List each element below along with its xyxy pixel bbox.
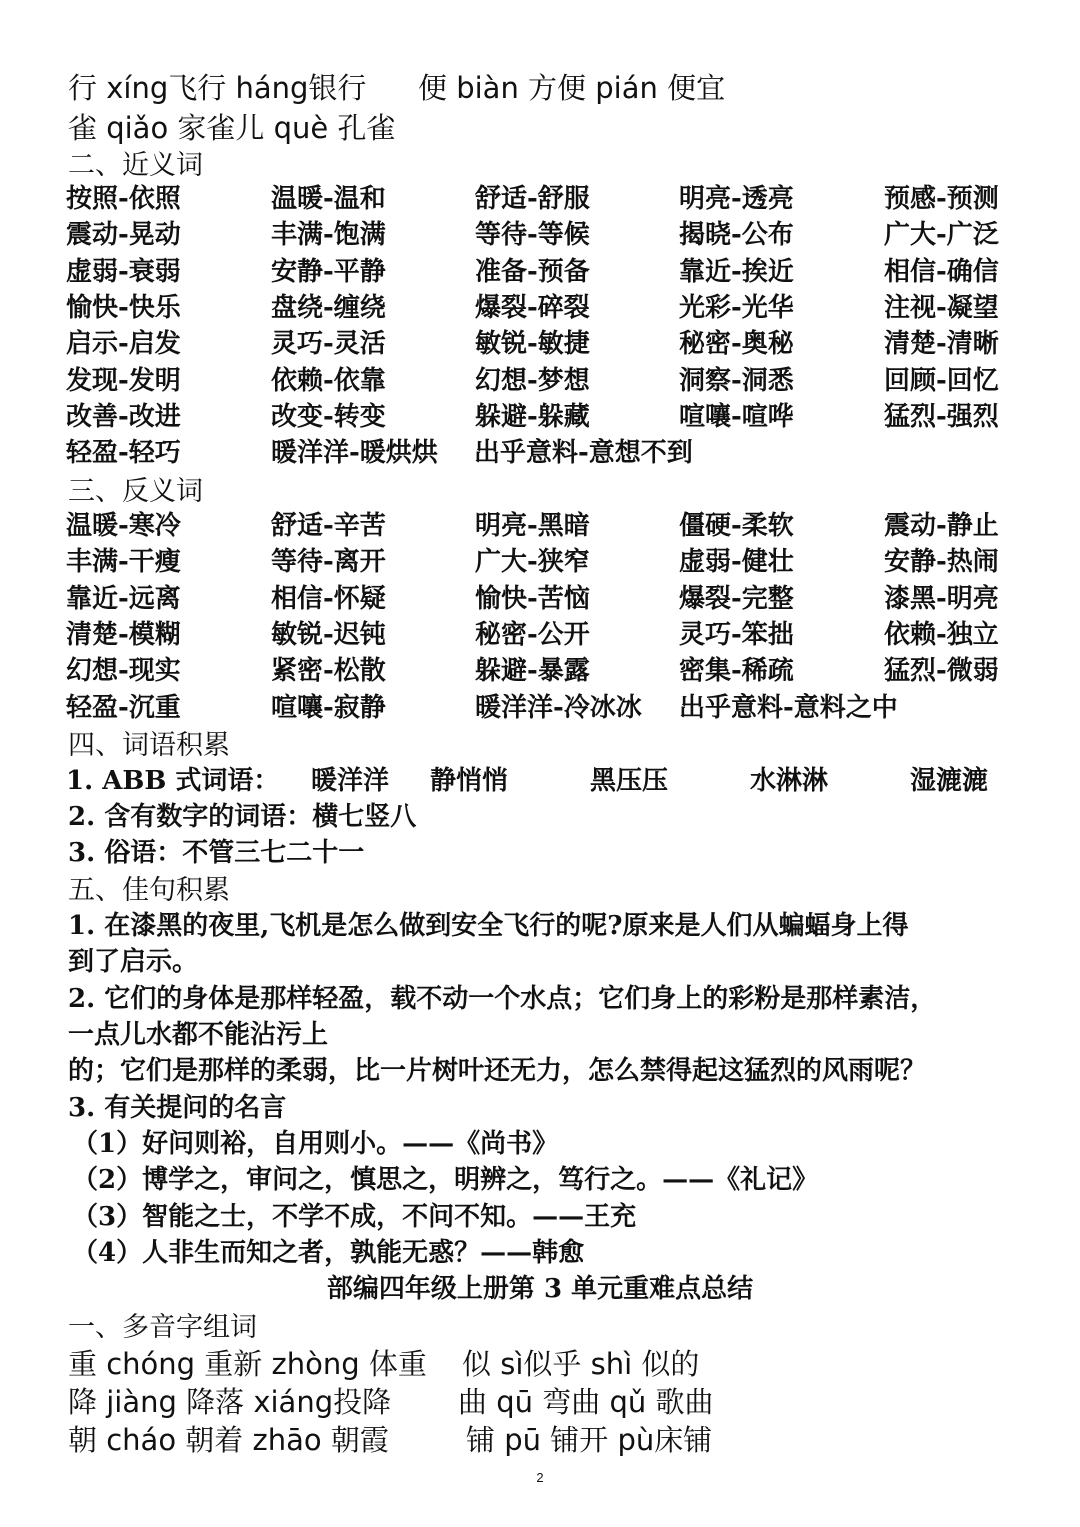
polyphone-row-2: 雀 qiǎo 家雀儿 què 孔雀 [68, 111, 396, 145]
synonym-pair: 依赖-依靠 [271, 365, 386, 396]
antonym-pair: 清楚-模糊 [66, 619, 181, 650]
antonym-pair: 暖洋洋-冷冰冰 [475, 692, 642, 723]
antonym-row [66, 687, 1026, 721]
antonym-pair: 僵硬-柔软 [679, 511, 794, 541]
synonym-pair: 丰满-饱满 [271, 220, 386, 251]
synonym-pair: 舒适-舒服 [475, 184, 590, 214]
unit3-row-right: 铺 pū 铺开 pù床铺 [466, 1423, 713, 1457]
quote-line: （3）智能之士，不学不成，不问不知。——王充 [72, 1202, 637, 1232]
antonym-pair: 轻盈-沉重 [66, 692, 181, 723]
antonym-row [66, 650, 1026, 687]
synonym-pair: 躲避-躲藏 [475, 401, 590, 432]
antonym-pair: 密集-稀疏 [679, 656, 794, 687]
antonym-pair: 猛烈-微弱 [884, 656, 999, 687]
sentence-line: 1. 在漆黑的夜里,飞机是怎么做到安全飞行的呢?原来是人们从蝙蝠身上得 [68, 911, 909, 941]
antonym-pair: 虚弱-健壮 [679, 547, 794, 578]
synonym-pair: 幻想-梦想 [475, 365, 590, 396]
polyphone-row-1-right: 便 biàn 方便 pián 便宜 [418, 71, 726, 105]
antonym-pair: 喧嚷-寂静 [271, 692, 386, 723]
synonym-row [66, 178, 1026, 212]
synonym-pair: 启示-启发 [66, 329, 181, 360]
abb-word: 静悄悄 [430, 766, 509, 796]
synonym-pair: 发现-发明 [66, 365, 181, 396]
synonym-pair: 揭晓-公布 [679, 220, 794, 251]
antonym-pair: 等待-离开 [271, 547, 386, 578]
antonym-pair: 敏锐-迟钝 [271, 619, 386, 650]
polyphone-row-1-left: 行 xíng飞行 háng银行 [68, 71, 367, 105]
synonym-row [66, 214, 1026, 251]
abb-label: 1. ABB 式词语： [66, 766, 280, 796]
antonym-pair: 爆裂-完整 [679, 583, 794, 614]
antonym-pair: 舒适-辛苦 [271, 511, 386, 541]
unit-title: 部编四年级上册第 3 单元重难点总结 [326, 1274, 754, 1304]
synonym-pair: 安静-平静 [271, 256, 386, 287]
unit3-row-right: 似 sì似乎 shì 似的 [462, 1347, 700, 1381]
antonym-pair: 靠近-远离 [66, 583, 181, 614]
antonym-pair: 相信-怀疑 [271, 583, 386, 614]
abb-row [66, 760, 1026, 794]
synonym-pair: 预感-预测 [884, 184, 999, 214]
antonym-pair: 愉快-苦恼 [475, 583, 590, 614]
synonym-pair: 温暖-温和 [271, 184, 386, 214]
antonym-row [66, 614, 1026, 648]
synonym-pair: 秘密-奥秘 [679, 329, 794, 360]
antonym-pair: 震动-静止 [884, 511, 999, 541]
synonym-pair: 洞察-洞悉 [679, 365, 794, 396]
synonym-pair: 改善-改进 [66, 401, 181, 432]
synonym-pair: 暖洋洋-暖烘烘 [271, 438, 438, 469]
synonym-pair: 猛烈-强烈 [884, 401, 999, 432]
synonym-pair: 盘绕-缠绕 [271, 292, 386, 323]
antonym-pair: 秘密-公开 [475, 619, 590, 650]
synonym-row [66, 360, 1026, 394]
synonym-pair: 广大-广泛 [884, 220, 999, 251]
synonym-row [66, 432, 1026, 469]
synonym-pair: 回顾-回忆 [884, 365, 999, 396]
synonym-pair: 灵巧-灵活 [271, 329, 386, 360]
antonym-row [66, 505, 1026, 539]
antonym-pair: 依赖-独立 [884, 619, 999, 650]
sentence-line: 2. 它们的身体是那样轻盈，载不动一个水点；它们身上的彩粉是那样素洁， [68, 984, 937, 1014]
synonym-pair: 靠近-挨近 [679, 256, 794, 287]
unit3-row-left: 朝 cháo 朝着 zhāo 朝霞 [68, 1423, 389, 1457]
antonym-pair: 温暖-寒冷 [66, 511, 181, 541]
synonym-pair: 清楚-清晰 [884, 329, 999, 360]
quote-line: （2）博学之，审问之，慎思之，明辨之，笃行之。——《礼记》 [72, 1165, 819, 1195]
unit3-row-left: 降 jiàng 降落 xiáng投降 [68, 1385, 392, 1419]
abb-word: 湿漉漉 [910, 766, 989, 796]
sentences-heading: 五、佳句积累 [68, 875, 230, 906]
synonym-pair: 喧嚷-喧哗 [679, 401, 794, 432]
synonym-pair: 愉快-快乐 [66, 292, 181, 323]
abb-word: 水淋淋 [750, 766, 829, 796]
synonym-row [66, 323, 1026, 360]
antonym-pair: 明亮-黑暗 [475, 511, 590, 541]
antonym-pair: 躲避-暴露 [475, 656, 590, 687]
abb-word: 暖洋洋 [311, 766, 390, 796]
synonym-pair: 注视-凝望 [884, 292, 999, 323]
antonym-row [66, 578, 1026, 612]
synonym-pair: 敏锐-敏捷 [475, 329, 590, 360]
antonym-pair: 幻想-现实 [66, 656, 181, 687]
synonym-row [66, 251, 1026, 285]
quote-line: （4）人非生而知之者，孰能无惑？——韩愈 [72, 1238, 585, 1268]
synonym-pair: 虚弱-衰弱 [66, 256, 181, 287]
synonym-row [66, 287, 1026, 321]
sentence-line: 的；它们是那样的柔弱，比一片树叶还无力，怎么禁得起这猛烈的风雨呢？ [68, 1056, 927, 1086]
antonym-pair: 紧密-松散 [271, 656, 386, 687]
page-number: 2 [536, 1470, 544, 1485]
abb-word: 黑压压 [590, 766, 669, 796]
synonym-pair: 轻盈-轻巧 [66, 438, 181, 469]
sentence-line: 一点儿水都不能沾污上 [68, 1020, 329, 1050]
synonym-pair: 相信-确信 [884, 256, 999, 287]
antonym-pair: 丰满-干瘦 [66, 547, 181, 578]
unit3-row-left: 重 chóng 重新 zhòng 体重 [68, 1347, 427, 1381]
unit3-row-right: 曲 qū 弯曲 qǔ 歌曲 [458, 1385, 714, 1419]
synonyms-heading: 二、近义词 [68, 150, 203, 181]
synonym-pair: 按照-依照 [66, 184, 181, 214]
antonym-pair: 广大-狭窄 [475, 547, 590, 578]
antonym-pair: 灵巧-笨拙 [679, 619, 794, 650]
sentence-line: 到了启示。 [68, 947, 199, 977]
synonym-pair: 明亮-透亮 [679, 184, 794, 214]
synonym-pair: 出乎意料-意想不到 [474, 438, 693, 469]
quote-line: （1）好问则裕，自用则小。——《尚书》 [72, 1129, 559, 1159]
unit3-polyphone-heading: 一、多音字组词 [68, 1312, 257, 1343]
synonym-pair: 等待-等候 [475, 220, 590, 251]
words-heading: 四、词语积累 [68, 730, 230, 761]
proverb: 3. 俗语：不管三七二十一 [68, 838, 365, 868]
antonyms-heading: 三、反义词 [68, 476, 203, 507]
antonym-row [66, 541, 1026, 578]
antonym-pair: 漆黑-明亮 [884, 583, 999, 614]
antonym-pair: 安静-热闹 [884, 547, 999, 578]
synonym-pair: 震动-晃动 [66, 220, 181, 251]
number-words: 2. 含有数字的词语：横七竖八 [68, 802, 417, 832]
synonym-pair: 改变-转变 [271, 401, 386, 432]
synonym-row [66, 396, 1026, 430]
synonym-pair: 光彩-光华 [679, 292, 794, 323]
synonym-pair: 爆裂-碎裂 [475, 292, 590, 323]
antonym-pair: 出乎意料-意料之中 [679, 692, 898, 723]
synonym-pair: 准备-预备 [475, 256, 590, 287]
sentence-line: 3. 有关提问的名言 [68, 1093, 287, 1123]
